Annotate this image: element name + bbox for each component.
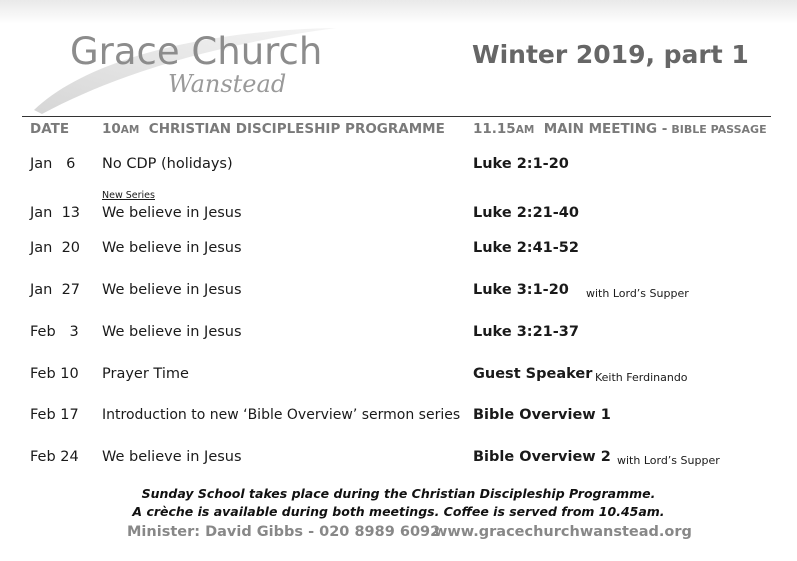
header-main-title: MAIN MEETING - [543,121,668,137]
season-title: Winter 2019, part 1 [472,40,749,69]
row-cdp: We believe in Jesus [102,205,242,221]
header-rule [22,116,771,117]
header-main-ampm: AM [515,124,535,136]
row-passage: Bible Overview 1 [473,407,611,423]
row-note: with Lord’s Supper [617,454,720,467]
header-main-sub: BIBLE PASSAGE [671,123,767,136]
row-passage: Luke 2:21-40 [473,205,579,221]
row-date: Feb 10 [30,366,79,382]
row-date: Jan 20 [30,240,81,256]
row-cdp: Prayer Time [102,366,189,382]
minister-contact: Minister: David Gibbs - 020 8989 6092 [127,524,441,540]
row-cdp: We believe in Jesus [102,324,242,340]
new-series-label: New Series [102,190,155,201]
row-note: with Lord’s Supper [586,287,689,300]
header-cdp [102,121,445,137]
footer-line2: A crèche is available during both meetings. Coffee is served from 10.45am. [132,504,665,519]
row-cdp: We believe in Jesus [102,282,242,298]
logo-line2: Wanstead [168,70,287,98]
church-logo [28,18,338,114]
website-link[interactable]: www.gracechurchwanstead.org [434,524,692,540]
row-date: Feb 24 [30,449,79,465]
row-passage: Bible Overview 2 [473,449,611,465]
row-passage: Luke 2:41-52 [473,240,579,256]
header-main [473,121,767,137]
row-date: Feb 3 [30,324,79,340]
header-cdp-title: CHRISTIAN DISCIPLESHIP PROGRAMME [148,121,445,137]
row-date: Feb 17 [30,407,79,423]
row-cdp: We believe in Jesus [102,240,242,256]
row-passage: Luke 2:1-20 [473,156,569,172]
row-passage: Luke 3:1-20 [473,282,569,298]
row-date: Jan 27 [30,282,81,298]
row-cdp: We believe in Jesus [102,449,242,465]
footer-line1: Sunday School takes place during the Christian Discipleship Programme. [141,486,656,501]
header-cdp-time: 10 [102,121,121,137]
row-cdp: No CDP (holidays) [102,156,233,172]
header-cdp-ampm: AM [120,124,140,136]
row-date: Jan 6 [30,156,76,172]
header-date: DATE [30,121,70,137]
row-passage: Luke 3:21-37 [473,324,579,340]
row-cdp: Introduction to new ‘Bible Overview’ sermon series [102,407,461,423]
row-note: Keith Ferdinando [595,371,688,384]
header-main-time: 11.15 [473,121,516,137]
row-passage: Guest Speaker [473,366,593,382]
logo-line1: Grace Church [70,30,323,73]
row-date: Jan 13 [30,205,81,221]
